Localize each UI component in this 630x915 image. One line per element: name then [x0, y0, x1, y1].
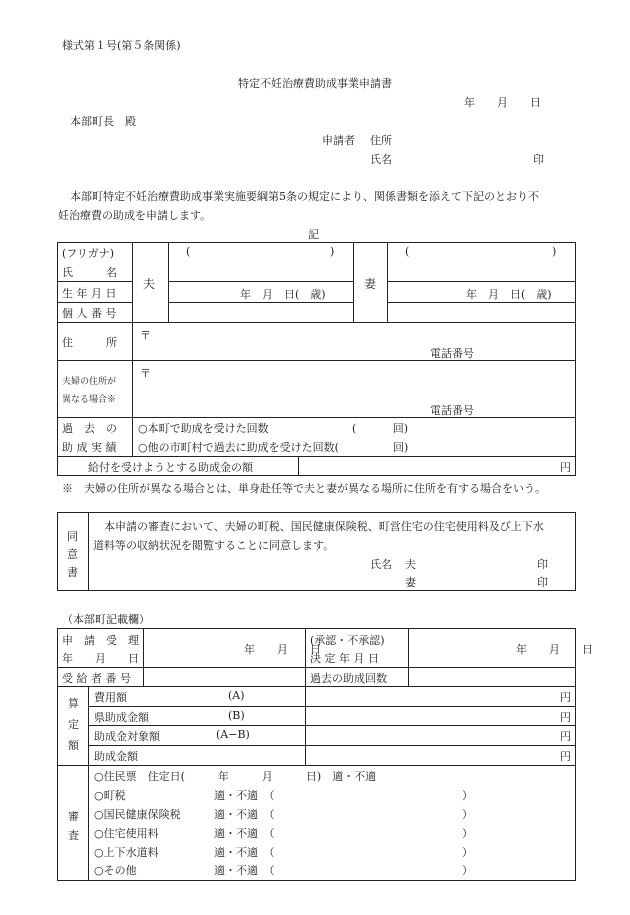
- review-resident: ○住民票 住定日( 年 月 日) 適・不適: [94, 770, 377, 783]
- review-row-label: ○住宅使用料: [94, 827, 159, 840]
- consent-name-label: 氏名: [370, 558, 392, 571]
- body-text-line-1: 本部町特定不妊治療費助成事業実施要綱第5条の規定により、関係書類を添えて下記のとおり不: [70, 190, 539, 203]
- husband-furigana-open: (: [186, 245, 191, 258]
- review-row-value[interactable]: 適・不適 （: [214, 846, 275, 859]
- calc-row-code: (A): [228, 689, 245, 702]
- history-label-2: 助 成 実 績: [62, 441, 117, 454]
- receipt-label-2: 年 月 日: [62, 652, 139, 665]
- wife-birthdate[interactable]: 年 月 日( 歳): [466, 288, 552, 301]
- receipt-date[interactable]: 年 月 日: [244, 643, 321, 656]
- postal-mark: 〒: [140, 329, 151, 342]
- calc-row-code: (B): [228, 709, 245, 722]
- wife-name-field[interactable]: [391, 262, 571, 280]
- past-count-label: 過去の助成回数: [310, 672, 387, 685]
- calc-row-label: 助成金額: [94, 750, 138, 763]
- amount-yen: 円: [560, 461, 571, 474]
- diff-address-label-1: 夫婦の住所が: [62, 377, 117, 387]
- history-town-count[interactable]: ( 回): [352, 422, 409, 435]
- furigana-label: (フリガナ): [62, 247, 115, 260]
- calc-row-label: 県助成金額: [94, 711, 149, 724]
- form-number: 様式第１号(第５条関係): [62, 39, 181, 52]
- history-label-1: 過 去 の: [62, 422, 117, 435]
- review-row-close: ）: [462, 808, 473, 821]
- applicant-name-label: 氏名: [370, 153, 392, 166]
- diff-address-label-2: 異なる場合※: [62, 395, 117, 405]
- review-row-close: ）: [462, 864, 473, 877]
- history-other-count[interactable]: 回): [393, 441, 409, 454]
- review-row-label: ○その他: [94, 864, 137, 877]
- approval-date[interactable]: 年 月 日: [516, 643, 593, 656]
- recipient-no-field[interactable]: [148, 669, 302, 685]
- wife-mynumber-field[interactable]: [391, 305, 571, 320]
- birthdate-label: 生 年 月 日: [62, 287, 117, 300]
- history-other: ○他の市町村で過去に助成を受けた回数(: [138, 441, 339, 454]
- review-row-label: ○上下水道料: [94, 846, 159, 859]
- postal-mark-2: 〒: [140, 367, 151, 380]
- consent-seal-wife: 印: [537, 576, 548, 589]
- consent-side-2: 意: [67, 548, 78, 561]
- review-row-value[interactable]: 適・不適 （: [214, 789, 275, 802]
- review-row-close: ）: [462, 827, 473, 840]
- past-count-field[interactable]: [412, 669, 572, 685]
- calc-row-yen: 円: [560, 691, 571, 704]
- review-side-1: 審: [68, 810, 79, 823]
- applicant-address-label: 住所: [370, 134, 392, 147]
- review-row-label: ○町税: [94, 789, 126, 802]
- review-side-2: 査: [68, 829, 79, 842]
- consent-side-1: 同: [67, 530, 78, 543]
- review-row-value[interactable]: 適・不適 （: [214, 864, 275, 877]
- amount-label: 給付を受けようとする助成金の額: [88, 461, 253, 474]
- review-row-label: ○国民健康保険税: [94, 808, 181, 821]
- body-text-line-2: 妊治療費の助成を申請します。: [58, 209, 212, 222]
- mynumber-label: 個 人 番 号: [62, 307, 117, 320]
- calc-row-yen: 円: [560, 750, 571, 763]
- calc-row-code: (A−B): [216, 728, 250, 741]
- note: ※ 夫婦の住所が異なる場合とは、単身赴任等で夫と妻が異なる場所に住所を有する場合をいう。: [62, 482, 546, 495]
- office-caption: （本部町記載欄）: [62, 613, 150, 626]
- phone-label-2: 電話番号: [430, 404, 474, 417]
- approval-label-2: 決 定 年 月 日: [310, 652, 379, 665]
- husband-furigana-close: ): [330, 245, 335, 258]
- recipient-no-label: 受 給 者 番 号: [62, 672, 131, 685]
- consent-wife: 妻: [405, 576, 416, 589]
- date-line: 年 月 日: [464, 96, 541, 109]
- review-row-value[interactable]: 適・不適 （: [214, 827, 275, 840]
- calc-side-3: 額: [68, 739, 79, 752]
- husband-name-field[interactable]: [172, 262, 348, 280]
- page-title: 特定不妊治療費助成事業申請書: [238, 77, 392, 90]
- consent-text-2: 道料等の収納状況を閲覧することに同意します。: [93, 539, 335, 552]
- calc-row-yen: 円: [560, 730, 571, 743]
- wife-furigana-close: ): [552, 245, 557, 258]
- calc-side-1: 算: [68, 697, 79, 710]
- ki-label: 記: [308, 228, 319, 241]
- wife-furigana-open: (: [405, 245, 410, 258]
- calc-row-label: 費用額: [94, 691, 127, 704]
- husband-birthdate[interactable]: 年 月 日( 歳): [240, 288, 326, 301]
- husband-header: 夫: [143, 277, 156, 291]
- calc-row-yen: 円: [560, 711, 571, 724]
- wife-header: 妻: [364, 277, 377, 291]
- phone-label: 電話番号: [430, 347, 474, 360]
- calc-row-label: 助成金対象額: [94, 730, 160, 743]
- review-row-value[interactable]: 適・不適 （: [214, 808, 275, 821]
- address-label: 住 所: [62, 336, 117, 349]
- name-label: 氏 名: [62, 266, 117, 279]
- addressee: 本部町長 殿: [70, 115, 136, 128]
- applicant-label: 申請者: [322, 134, 355, 147]
- review-row-close: ）: [462, 846, 473, 859]
- consent-seal-husband: 印: [537, 558, 548, 571]
- consent-side-3: 書: [67, 566, 78, 579]
- husband-mynumber-field[interactable]: [172, 305, 348, 320]
- approval-label-1: (承認・不承認): [310, 634, 385, 647]
- calc-side-2: 定: [68, 718, 79, 731]
- applicant-seal: 印: [533, 153, 544, 166]
- receipt-label-1: 申 請 受 理: [62, 634, 139, 647]
- review-row-close: ）: [462, 789, 473, 802]
- consent-husband: 夫: [405, 558, 416, 571]
- consent-text-1: 本申請の審査において、夫婦の町税、国民健康保険税、町営住宅の住宅使用料及び上下水: [104, 520, 544, 533]
- history-town: ○本町で助成を受けた回数: [138, 422, 269, 435]
